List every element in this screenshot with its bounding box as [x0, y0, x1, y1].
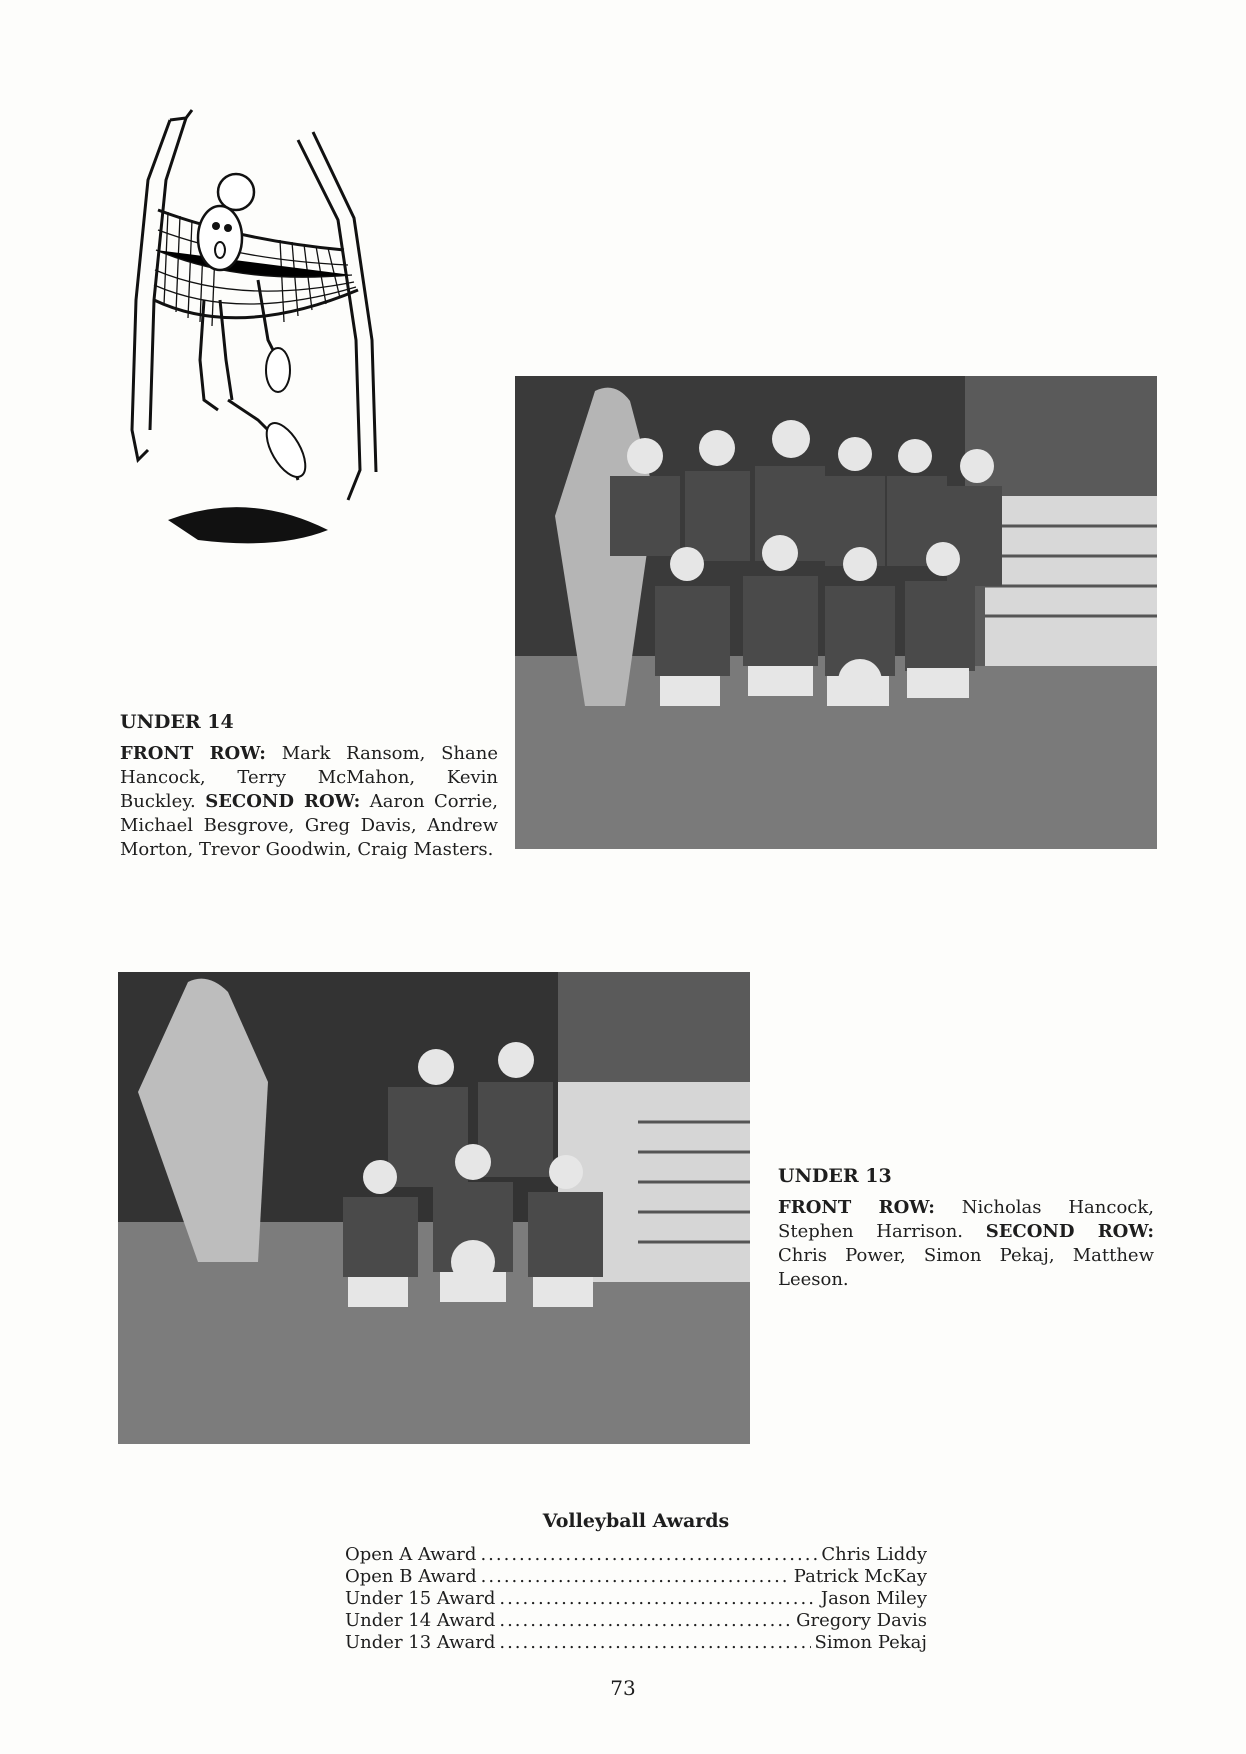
leader-dots	[499, 1610, 792, 1632]
award-row	[345, 1588, 927, 1610]
second-row-label: SECOND ROW:	[985, 1221, 1154, 1242]
under-14-names	[120, 742, 498, 862]
front-row-label: FRONT ROW:	[778, 1197, 935, 1218]
under-14-team-photo	[515, 376, 1157, 849]
second-row-label: SECOND ROW:	[205, 791, 361, 812]
under-13-heading: UNDER 13	[778, 1165, 892, 1187]
volleyball-awards-section	[345, 1510, 927, 1654]
page-number: 73	[610, 1676, 636, 1700]
under-13-team-photo	[118, 972, 750, 1444]
award-name: Open B Award	[345, 1566, 477, 1587]
awards-title: Volleyball Awards	[542, 1510, 730, 1532]
award-row	[345, 1610, 927, 1632]
volleyball-cartoon-illustration	[108, 100, 388, 570]
award-row	[345, 1632, 927, 1654]
leader-dots	[480, 1544, 817, 1566]
leader-dots	[499, 1588, 817, 1610]
leader-dots	[499, 1632, 810, 1654]
leader-dots	[481, 1566, 790, 1588]
award-winner: Patrick McKay	[793, 1566, 927, 1587]
under-14-heading: UNDER 14	[120, 711, 234, 733]
award-winner: Gregory Davis	[796, 1610, 927, 1631]
award-name: Under 14 Award	[345, 1610, 496, 1631]
award-name: Under 15 Award	[345, 1588, 496, 1609]
front-row-names: Nicholas Hancock, Stephen Harrison.	[778, 1197, 1154, 1242]
award-winner: Chris Liddy	[821, 1544, 927, 1565]
award-winner: Simon Pekaj	[814, 1632, 927, 1653]
under-14-caption	[120, 710, 498, 862]
front-row-label: FRONT ROW:	[120, 743, 266, 764]
under-13-names	[778, 1196, 1154, 1292]
award-name: Open A Award	[345, 1544, 477, 1565]
award-name: Under 13 Award	[345, 1632, 496, 1653]
award-row	[345, 1544, 927, 1566]
front-row-names: Mark Ransom, Shane Hancock, Terry McMahon, Kevin Buckley.	[120, 743, 498, 812]
second-row-names: Chris Power, Simon Pekaj, Matthew Leeson.	[778, 1245, 1154, 1290]
award-row	[345, 1566, 927, 1588]
award-winner: Jason Miley	[820, 1588, 927, 1609]
under-13-caption	[778, 1164, 1154, 1292]
second-row-names: Aaron Corrie, Michael Besgrove, Greg Davis, Andrew Morton, Trevor Goodwin, Craig Masters.	[120, 791, 498, 860]
